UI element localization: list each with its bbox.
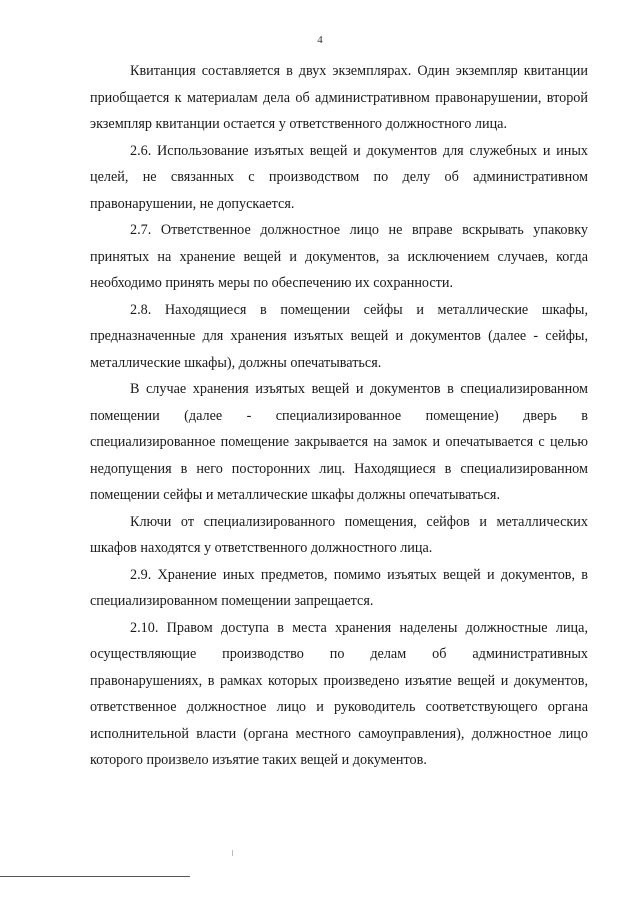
- paragraph-2-9: 2.9. Хранение иных предметов, помимо изъятых вещей и документов, в специализированном помещении запрещается.: [90, 566, 588, 609]
- paragraph-receipt-copies: Квитанция составляется в двух экземплярах. Один экземпляр квитанции приобщается к материалам дела об административном правонарушении, второй экземпляр квитанции остается у ответственного должностного лица.: [90, 63, 588, 132]
- paragraph-2-6: 2.6. Использование изъятых вещей и документов для служебных и иных целей, не связанных с производством по делу об административном правонарушении, не допускается.: [90, 142, 588, 212]
- paragraph-2-8: 2.8. Находящиеся в помещении сейфы и металлические шкафы, предназначенные для хранения изъятых вещей и документов (далее - сейфы, металлические шкафы), должны опечатываться.: [90, 301, 588, 371]
- page-number: 4: [317, 34, 323, 46]
- scan-mark: [232, 850, 233, 856]
- paragraph-2-7: 2.7. Ответственное должностное лицо не вправе вскрывать упаковку принятых на хранение вещей и документов, за исключением случаев, когда необходимо принять меры по обеспечению их сохранности.: [90, 222, 588, 291]
- footnote-rule: [0, 876, 190, 877]
- document-body: [90, 58, 588, 774]
- paragraph-2-10: 2.10. Правом доступа в места хранения наделены должностные лица, осуществляющие производство по делам об административных правонарушениях, в рамках которых произведено изъятие вещей и документов, ответственное должностное лицо и руководитель соответствующего органа исполнительной власти (органа местного самоуправления), должностное лицо которого произвело изъятие таких вещей и документов.: [90, 619, 588, 768]
- paragraph-special-room: В случае хранения изъятых вещей и документов в специализированном помещении (далее - специализированное помещение) дверь в специализированное помещение закрывается на замок и опечатывается с целью недопущения в него посторонних лиц. Находящиеся в специализированном помещении сейфы и металлические шкафы должны опечатываться.: [90, 381, 588, 503]
- paragraph-keys: Ключи от специализированного помещения, сейфов и металлических шкафов находятся у ответственного должностного лица.: [90, 513, 588, 556]
